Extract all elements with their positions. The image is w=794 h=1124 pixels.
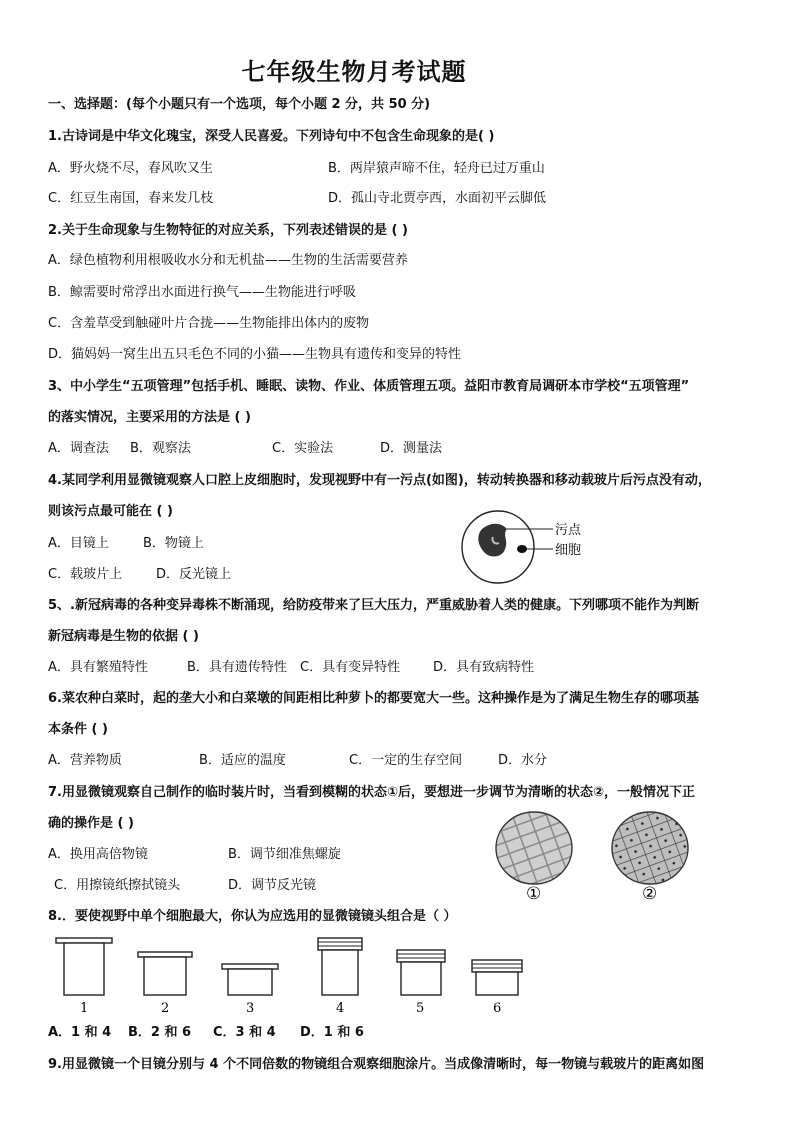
lens-5 xyxy=(397,950,445,995)
q3-option-d: D．测量法 xyxy=(380,441,443,456)
question-3-stem-line1: 3、中小学生“五项管理”包括手机、睡眠、读物、作业、体质管理五项。益阳市教育局调研本市学校“五项管理” xyxy=(48,379,690,394)
q1-option-a: A．野火烧不尽，春风吹又生 xyxy=(48,161,213,176)
q5-option-a: A．具有繁殖特性 xyxy=(48,660,148,675)
q6-option-d: D．水分 xyxy=(498,753,548,768)
lens-label-3: 3 xyxy=(246,1001,255,1016)
q2-option-a: A．绿色植物利用根吸收水分和无机盐——生物的生活需要营养 xyxy=(48,253,408,268)
lens-label-4: 4 xyxy=(336,1001,345,1016)
q1-option-c: C．红豆生南国，春来发几枝 xyxy=(48,191,214,206)
blurry-view-circle xyxy=(496,812,572,884)
q4-option-b: B．物镜上 xyxy=(143,536,204,551)
lens-figure xyxy=(52,936,532,1018)
section-heading: 一、选择题：(每个小题只有一个选项，每个小题 2 分，共 50 分) xyxy=(48,97,431,112)
blurry-clear-figure xyxy=(492,808,692,903)
question-7-stem-line1: 7.用显微镜观察自己制作的临时装片时，当看到模糊的状态①后，要想进一步调节为清晰的状态②，一般情况下正 xyxy=(48,785,695,800)
q5-option-c: C．具有变异特性 xyxy=(300,660,401,675)
question-5-stem-line2: 新冠病毒是生物的依据 ( ) xyxy=(48,629,199,644)
lens-label-5: 5 xyxy=(416,1001,425,1016)
question-6-stem-line1: 6.菜农种白菜时，起的垄大小和白菜墩的间距相比种萝卜的都要宽大一些。这种操作是为了满足生物生存的哪项基 xyxy=(48,691,699,706)
q2-option-d: D．猫妈妈一窝生出五只毛色不同的小猫——生物具有遗传和变异的特性 xyxy=(48,347,462,362)
lens-label-6: 6 xyxy=(493,1001,502,1016)
q1-option-b: B．两岸猿声啼不住，轻舟已过万重山 xyxy=(328,161,545,176)
question-1-stem: 1.古诗词是中华文化瑰宝，深受人民喜爱。下列诗句中不包含生命现象的是( ) xyxy=(48,129,495,144)
q1-option-d: D．孤山寺北贾亭西，水面初平云脚低 xyxy=(328,191,547,206)
state-2-label: ② xyxy=(642,884,658,903)
question-7-stem-line2: 确的操作是 ( ) xyxy=(48,816,134,831)
microscope-field-figure xyxy=(455,507,605,587)
question-2-stem: 2.关于生命现象与生物特征的对应关系，下列表述错误的是 ( ) xyxy=(48,223,408,238)
q7-option-c: C．用擦镜纸擦拭镜头 xyxy=(54,878,181,893)
q7-option-a: A．换用高倍物镜 xyxy=(48,847,148,862)
cell-label: 细胞 xyxy=(555,543,582,558)
lens-2 xyxy=(138,952,192,995)
lens-3 xyxy=(222,964,278,995)
q3-option-c: C．实验法 xyxy=(272,441,334,456)
question-6-stem-line2: 本条件 ( ) xyxy=(48,722,108,737)
q6-option-b: B．适应的温度 xyxy=(199,753,286,768)
question-9-stem: 9.用显微镜一个目镜分别与 4 个不同倍数的物镜组合观察细胞涂片。当成像清晰时，每一物镜与载玻片的距离如图 xyxy=(48,1057,705,1072)
q8-option-b: B．2 和 6 xyxy=(128,1025,192,1040)
question-8-stem: 8.．要使视野中单个细胞最大，你认为应选用的显微镜镜头组合是（ ） xyxy=(48,909,457,924)
q6-option-c: C．一定的生存空间 xyxy=(349,753,463,768)
q8-option-a: A．1 和 4 xyxy=(48,1025,112,1040)
q4-option-d: D．反光镜上 xyxy=(156,567,232,582)
q7-option-b: B．调节细准焦螺旋 xyxy=(228,847,341,862)
page-title: 七年级生物月考试题 xyxy=(241,58,467,86)
question-3-stem-line2: 的落实情况，主要采用的方法是 ( ) xyxy=(48,410,251,425)
q2-option-c: C．含羞草受到触碰叶片合拢——生物能排出体内的废物 xyxy=(48,316,370,331)
q5-option-d: D．具有致病特性 xyxy=(433,660,535,675)
q6-option-a: A．营养物质 xyxy=(48,753,122,768)
q8-option-c: C．3 和 4 xyxy=(213,1025,276,1040)
question-4-stem-line1: 4.某同学利用显微镜观察人口腔上皮细胞时，发现视野中有一污点(如图)，转动转换器和移动载玻片后污点没有动， xyxy=(48,473,711,488)
q3-option-b: B．观察法 xyxy=(130,441,191,456)
lens-6 xyxy=(472,960,522,995)
q7-option-d: D．调节反光镜 xyxy=(228,878,317,893)
question-5-stem-line1: 5、.新冠病毒的各种变异毒株不断涌现，给防疫带来了巨大压力，严重威胁着人类的健康。下列哪项不能作为判断 xyxy=(48,598,699,613)
lens-label-2: 2 xyxy=(161,1001,170,1016)
lens-4 xyxy=(318,938,362,995)
question-4-stem-line2: 则该污点最可能在 ( ) xyxy=(48,504,173,519)
q2-option-b: B．鲸需要时常浮出水面进行换气——生物能进行呼吸 xyxy=(48,285,356,300)
q8-option-d: D．1 和 6 xyxy=(300,1025,364,1040)
q3-option-a: A．调查法 xyxy=(48,441,109,456)
cell-shape xyxy=(517,545,527,553)
q5-option-b: B．具有遗传特性 xyxy=(187,660,287,675)
dust-spot-label: 污点 xyxy=(555,523,582,538)
lens-1 xyxy=(56,938,112,995)
lens-label-1: 1 xyxy=(80,1001,89,1016)
q4-option-a: A．目镜上 xyxy=(48,536,109,551)
state-1-label: ① xyxy=(526,884,542,903)
q4-option-c: C．载玻片上 xyxy=(48,567,123,582)
clear-view-circle xyxy=(612,812,688,884)
